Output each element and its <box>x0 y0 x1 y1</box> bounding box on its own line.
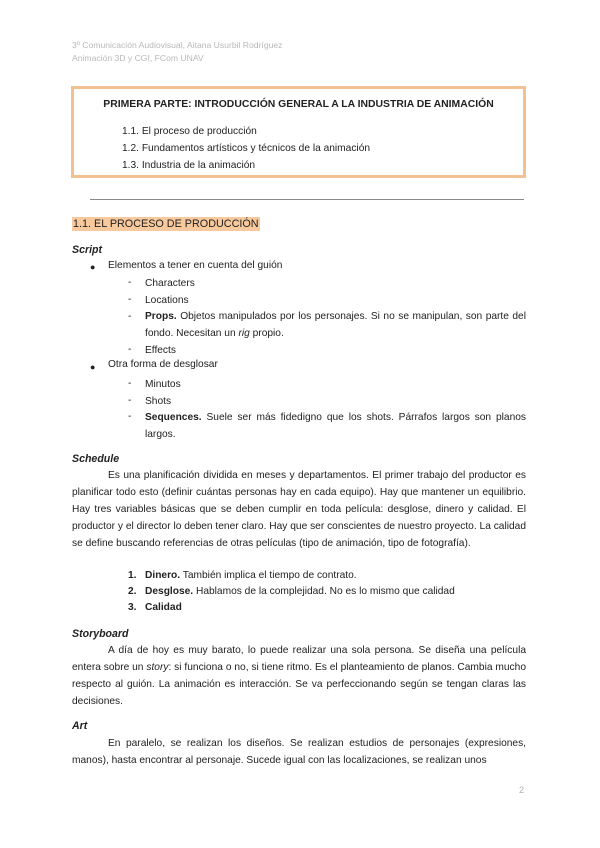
list-item: Locations <box>145 295 189 306</box>
dash-icon: - <box>128 294 132 305</box>
horizontal-divider <box>90 199 524 200</box>
list-item-sequences: Sequences. Suele ser más fidedigno que los shots. Párrafos largos son planos largos. <box>145 412 526 440</box>
list-item: Dinero. También implica el tiempo de contrato. <box>145 570 357 581</box>
list-item: Minutos <box>145 379 181 390</box>
dash-icon: - <box>128 311 132 322</box>
bullet-item: Elementos a tener en cuenta del guión <box>108 260 283 271</box>
storyboard-heading: Storyboard <box>72 628 129 640</box>
header-author-line: 3º Comunicación Audiovisual, Aitana Usurbil Rodríguez <box>72 40 283 50</box>
dash-icon: - <box>128 344 132 355</box>
dash-icon: - <box>128 277 132 288</box>
list-item: Characters <box>145 278 195 289</box>
list-number: 1. <box>128 570 137 581</box>
dash-icon: - <box>128 395 132 406</box>
dash-icon: - <box>128 378 132 389</box>
list-item: Effects <box>145 345 176 356</box>
list-item-props: Props. Objetos manipulados por los personajes. Si no se manipulan, son parte del fondo. Necesitan un rig propio. <box>145 311 526 339</box>
list-item: Desglose. Hablamos de la complejidad. No es lo mismo que calidad <box>145 586 455 597</box>
bullet-icon: ● <box>90 262 96 272</box>
list-number: 2. <box>128 586 137 597</box>
storyboard-paragraph: A día de hoy es muy barato, lo puede realizar una sola persona. Se diseña una película entera sobre un story: si funciona o no, si tiene ritmo. Es el planteamiento de planos. Cambia mucho respecto al guión. La animación es interacción. Se va perfeccionando según se tengan claras las decisiones. <box>72 645 526 707</box>
schedule-paragraph: Es una planificación dividida en meses y departamentos. El primer trabajo del productor es planificar todo esto (definir cuántas personas hay en cada equipo). Hay que mantener un equilibrio. Hay tres variables básicas que se deben cumplir en toda película: desglose, dinero y calidad. El productor y el director lo deben tener claro. Hay que ser conscientes de nuestro proyecto. La calidad se define buscando referencias de otras películas (tipo de animación, tipo de fotografía). <box>72 470 526 549</box>
script-heading: Script <box>72 244 103 256</box>
section-heading: 1.1. EL PROCESO DE PRODUCCIÓN <box>73 218 259 230</box>
toc-item: 1.3. Industria de la animación <box>122 160 256 171</box>
toc-item: 1.1. El proceso de producción <box>122 126 257 137</box>
art-paragraph: En paralelo, se realizan los diseños. Se realizan estudios de personajes (expresiones, manos), hasta encontrar al personaje. Sucede igual con las localizaciones, se realizan unos <box>72 738 526 766</box>
toc-item: 1.2. Fundamentos artísticos y técnicos de la animación <box>122 143 371 154</box>
header-course-line: Animación 3D y CGI, FCom UNAV <box>72 53 204 63</box>
page-number: 2 <box>519 785 525 795</box>
list-number: 3. <box>128 602 137 613</box>
list-item: Calidad <box>145 602 182 613</box>
toc-box <box>71 86 526 178</box>
list-item: Shots <box>145 396 172 407</box>
schedule-heading: Schedule <box>72 453 120 465</box>
bullet-item: Otra forma de desglosar <box>108 359 218 370</box>
bullet-icon: ● <box>90 362 96 372</box>
dash-icon: - <box>128 411 132 422</box>
toc-title: PRIMERA PARTE: INTRODUCCIÓN GENERAL A LA INDUSTRIA DE ANIMACIÓN <box>103 99 494 110</box>
art-heading: Art <box>72 720 88 732</box>
